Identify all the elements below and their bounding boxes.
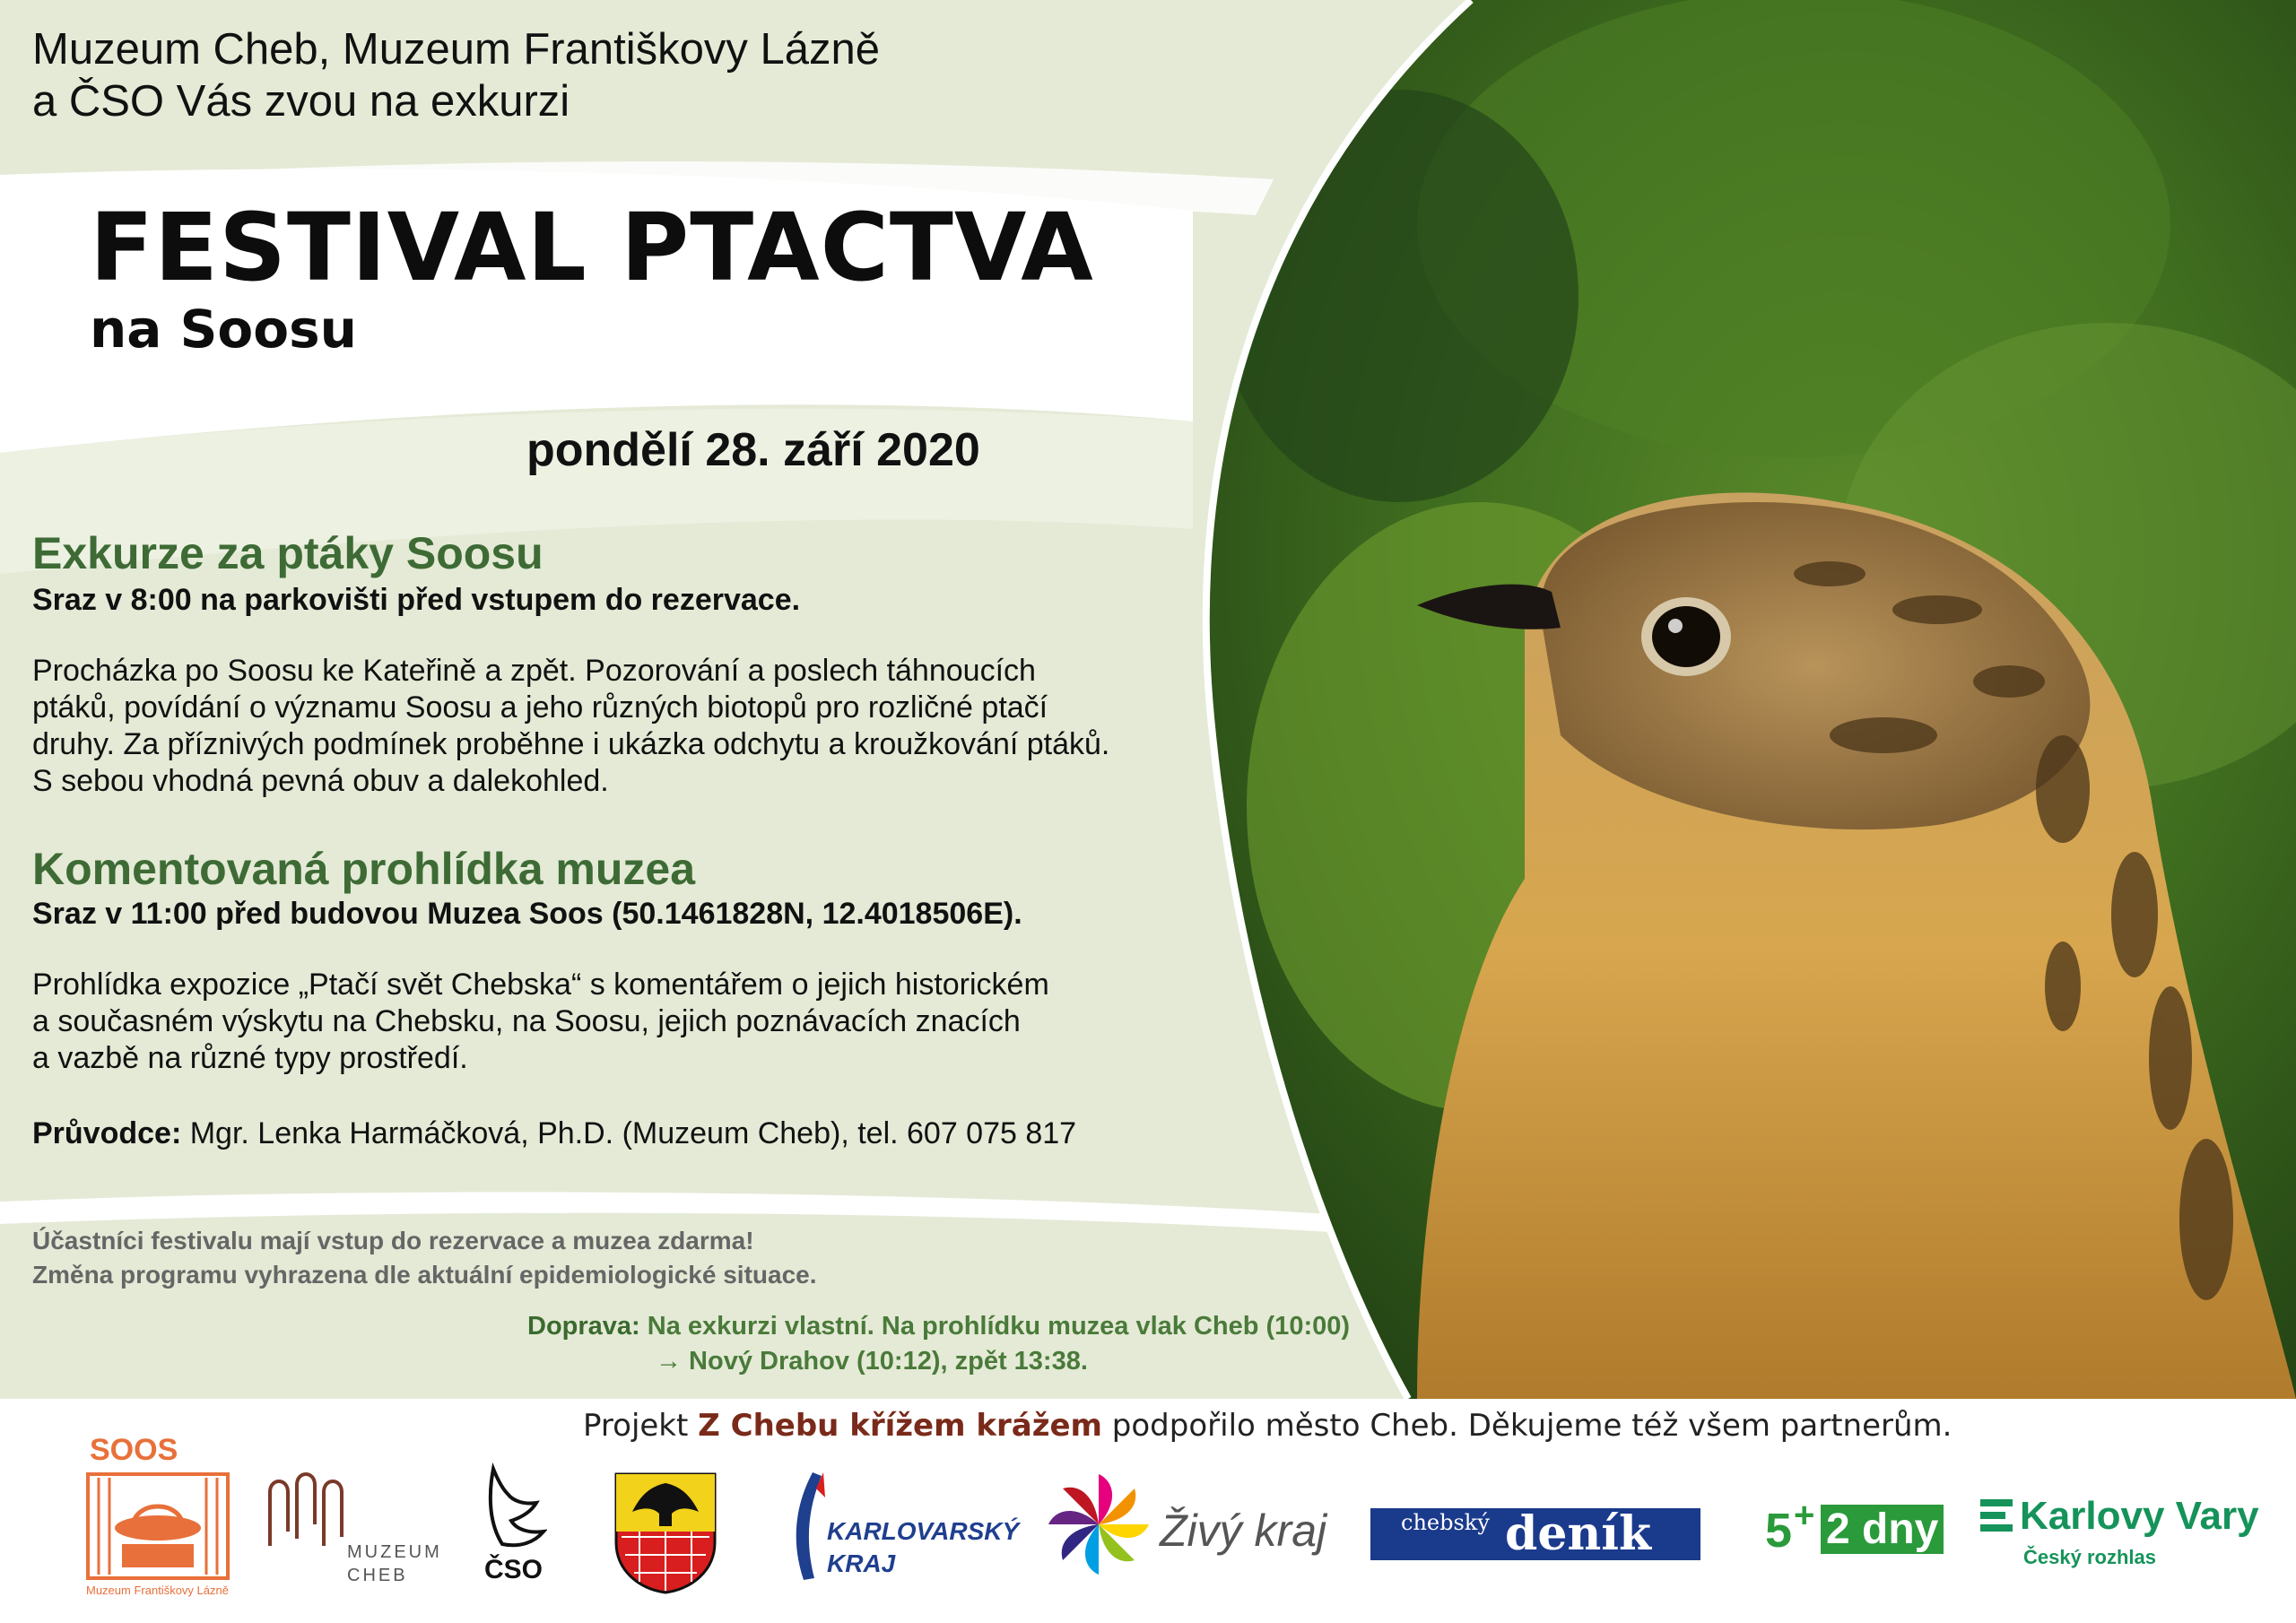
rozhlas-brand-name: Český rozhlas — [2023, 1546, 2156, 1568]
soos-emblem-icon — [86, 1472, 230, 1580]
guide-info — [32, 1116, 1076, 1151]
transport-info — [527, 1309, 1350, 1379]
footer-suffix: podpořilo město Cheb. Děkujeme též všem partnerům. — [1101, 1408, 1952, 1444]
section-heading-museum-tour: Komentovaná prohlídka muzea — [32, 844, 696, 894]
zivy-kraj-logo[interactable] — [1045, 1471, 1332, 1587]
museum-tour-text-line: a současném výskytu na Chebsku, na Soosu, jejich poznávacích znacích — [32, 1004, 1021, 1038]
museum-tour-text-line: Prohlídka expozice „Ptačí svět Chebska“ s komentářem o jejich historickém — [32, 968, 1049, 1002]
soos-logo[interactable] — [86, 1433, 248, 1603]
note-line: Účastníci festivalu mají vstup do rezervace a muzea zdarma! — [32, 1227, 754, 1254]
muzeum-logo-line-2: CHEB — [347, 1566, 408, 1585]
chebsky-small-text: chebský — [1401, 1510, 1490, 1535]
karlovarsky-swoosh-icon — [786, 1471, 825, 1583]
transport-line-2: → Nový Drahov (10:12), zpět 13:38. — [656, 1347, 1088, 1376]
chebsky-denik-logo[interactable] — [1370, 1508, 1700, 1560]
muzeum-cheb-logo[interactable] — [265, 1469, 444, 1594]
rozhlas-bars-icon — [1980, 1499, 2013, 1541]
footer-project-text — [583, 1408, 1952, 1444]
event-title: FESTIVAL PTACTVA — [90, 193, 1094, 302]
notes — [32, 1224, 817, 1292]
invitation-text — [32, 23, 880, 127]
karlovarsky-line-1: KARLOVARSKÝ — [827, 1517, 1020, 1545]
event-subtitle: na Soosu — [90, 299, 357, 360]
denik-big-text: deník — [1505, 1506, 1652, 1561]
two-dny-text: 2 dny — [1821, 1505, 1944, 1554]
rozhlas-station-name: Karlovy Vary — [2020, 1494, 2259, 1538]
five-digit: 5 — [1765, 1504, 1793, 1558]
coat-of-arms-icon — [613, 1471, 718, 1594]
zivy-kraj-text: Živý kraj — [1160, 1506, 1327, 1556]
excursion-text-line: S sebou vhodná pevná obuv a dalekohled. — [32, 764, 609, 798]
footer-prefix: Projekt — [583, 1408, 699, 1444]
section-heading-excursion: Exkurze za ptáky Soosu — [32, 528, 544, 578]
excursion-text-line: druhy. Za příznivých podmínek proběhne i ukázka odchytu a kroužkování ptáků. — [32, 727, 1110, 761]
cso-logo-text: ČSO — [484, 1555, 544, 1584]
excursion-meeting-info: Sraz v 8:00 na parkovišti před vstupem do rezervace. — [32, 583, 801, 617]
cesky-rozhlas-logo[interactable] — [1980, 1494, 2276, 1580]
transport-label: Doprava: — [527, 1312, 640, 1341]
soos-logo-title: SOOS — [90, 1433, 178, 1467]
bird-silhouette-icon — [466, 1462, 547, 1560]
excursion-text-line: ptáků, povídání o významu Soosu a jeho různých biotopů pro rozličné ptačí — [32, 690, 1048, 725]
excursion-text-line: Procházka po Soosu ke Kateřině a zpět. Pozorování a poslech táhnoucích — [32, 654, 1036, 688]
footer-project-name: Z Chebu křížem krážem — [698, 1408, 1102, 1444]
excursion-description — [32, 653, 1109, 800]
museum-tour-text-line: a vazbě na různé typy prostředí. — [32, 1041, 468, 1075]
note-line: Změna programu vyhrazena dle aktuální epidemiologické situace. — [32, 1261, 817, 1289]
karlovarsky-kraj-logo[interactable] — [786, 1471, 1020, 1583]
plus-sign: + — [1794, 1496, 1815, 1535]
karlovarsky-line-2: KRAJ — [827, 1549, 896, 1577]
soos-logo-caption: Muzeum Františkovy Lázně — [86, 1584, 229, 1597]
muzeum-arches-icon — [265, 1469, 354, 1549]
event-date: pondělí 28. září 2020 — [526, 424, 980, 476]
cso-logo[interactable] — [466, 1462, 556, 1587]
guide-text: Mgr. Lenka Harmáčková, Ph.D. (Muzeum Cheb), tel. 607 075 817 — [181, 1116, 1077, 1150]
muzeum-logo-line-1: MUZEUM — [347, 1542, 442, 1562]
pinwheel-icon — [1045, 1471, 1152, 1578]
guide-label: Průvodce: — [32, 1116, 182, 1150]
5-plus-2-dny-logo[interactable] — [1765, 1496, 1944, 1562]
cheb-coat-of-arms[interactable] — [613, 1471, 720, 1596]
museum-tour-description — [32, 967, 1049, 1077]
invitation-line-2: a ČSO Vás zvou na exkurzi — [32, 77, 570, 126]
transport-line-1: Na exkurzi vlastní. Na prohlídku muzea vlak Cheb (10:00) — [639, 1312, 1351, 1341]
invitation-line-1: Muzeum Cheb, Muzeum Františkovy Lázně — [32, 25, 880, 74]
museum-tour-meeting-info: Sraz v 11:00 před budovou Muzea Soos (50.1461828N, 12.4018506E). — [32, 897, 1022, 931]
